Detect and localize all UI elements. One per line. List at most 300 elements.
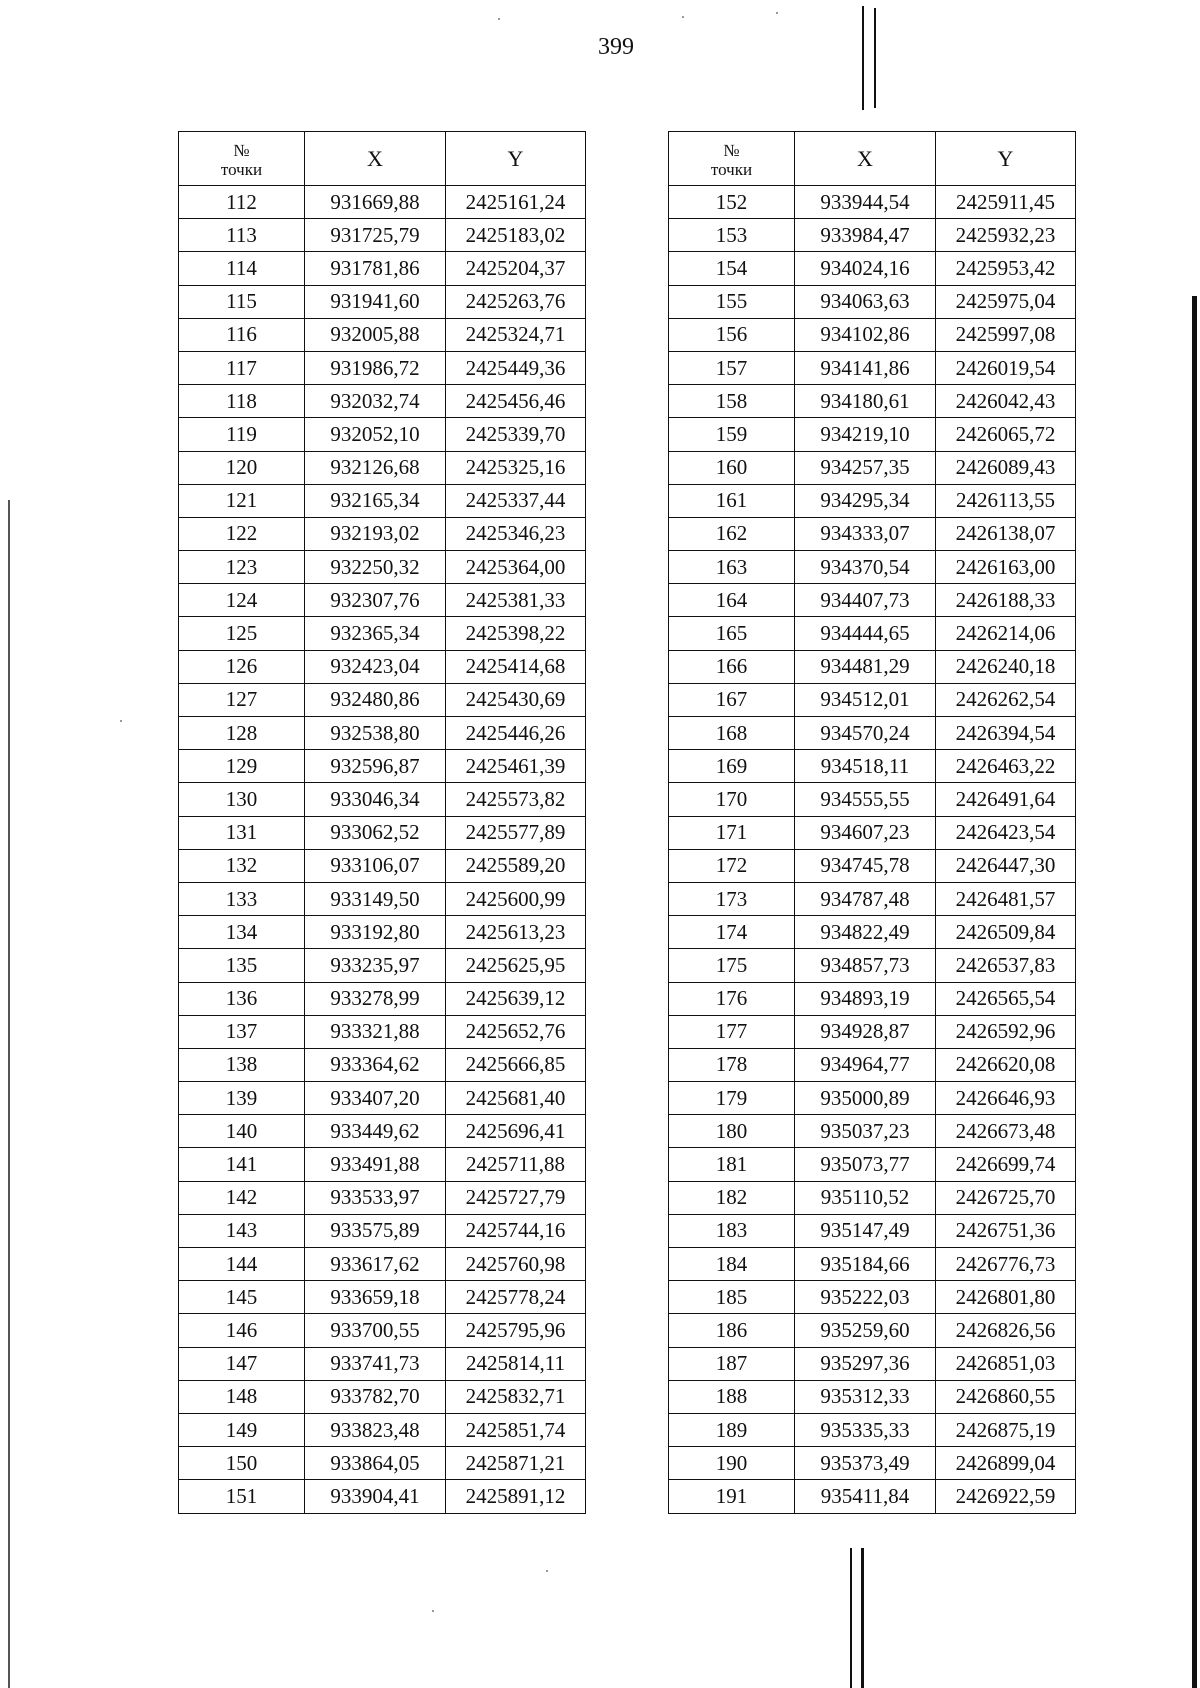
table-row — [179, 1248, 586, 1281]
y-coordinate-cell: 2425381,33 — [446, 584, 586, 617]
table-body — [669, 186, 1076, 1514]
y-coordinate-cell: 2426163,00 — [936, 551, 1076, 584]
x-coordinate-cell: 934928,87 — [795, 1015, 936, 1048]
x-coordinate-cell: 933106,07 — [305, 849, 446, 882]
x-coordinate-cell: 934607,23 — [795, 816, 936, 849]
y-coordinate-header: Y — [936, 132, 1076, 186]
x-coordinate-cell: 934481,29 — [795, 650, 936, 683]
x-coordinate-cell: 934787,48 — [795, 882, 936, 915]
table-row — [179, 1281, 586, 1314]
point-number-cell: 157 — [669, 351, 795, 384]
point-number-cell: 128 — [179, 717, 305, 750]
table-row — [669, 1413, 1076, 1446]
x-coordinate-cell: 934219,10 — [795, 418, 936, 451]
point-number-cell: 114 — [179, 252, 305, 285]
y-coordinate-cell: 2425364,00 — [446, 551, 586, 584]
point-number-cell: 132 — [179, 849, 305, 882]
y-coordinate-cell: 2425666,85 — [446, 1048, 586, 1081]
y-coordinate-cell: 2426673,48 — [936, 1115, 1076, 1148]
point-number-cell: 188 — [669, 1380, 795, 1413]
table-row — [179, 186, 586, 219]
table-row — [669, 1082, 1076, 1115]
point-number-cell: 129 — [179, 750, 305, 783]
y-coordinate-cell: 2425727,79 — [446, 1181, 586, 1214]
x-coordinate-cell: 932032,74 — [305, 385, 446, 418]
table-row — [179, 783, 586, 816]
table-row — [179, 849, 586, 882]
point-number-cell: 166 — [669, 650, 795, 683]
table-row — [179, 1480, 586, 1513]
table-row — [179, 1115, 586, 1148]
table-row — [669, 650, 1076, 683]
table-row — [179, 219, 586, 252]
x-coordinate-cell: 935037,23 — [795, 1115, 936, 1148]
table-row — [179, 418, 586, 451]
x-coordinate-cell: 933533,97 — [305, 1181, 446, 1214]
y-coordinate-cell: 2426262,54 — [936, 683, 1076, 716]
y-coordinate-cell: 2426725,70 — [936, 1181, 1076, 1214]
point-number-cell: 144 — [179, 1248, 305, 1281]
x-coordinate-cell: 935222,03 — [795, 1281, 936, 1314]
x-coordinate-cell: 932126,68 — [305, 451, 446, 484]
point-number-cell: 115 — [179, 285, 305, 318]
scan-speck — [546, 1570, 548, 1572]
x-coordinate-cell: 934257,35 — [795, 451, 936, 484]
point-number-cell: 149 — [179, 1413, 305, 1446]
y-coordinate-cell: 2425911,45 — [936, 186, 1076, 219]
point-number-cell: 150 — [179, 1447, 305, 1480]
point-number-cell: 174 — [669, 916, 795, 949]
point-number-cell: 142 — [179, 1181, 305, 1214]
y-coordinate-cell: 2425997,08 — [936, 318, 1076, 351]
table-row — [669, 1281, 1076, 1314]
y-coordinate-cell: 2426565,54 — [936, 982, 1076, 1015]
y-coordinate-cell: 2425625,95 — [446, 949, 586, 982]
y-coordinate-cell: 2426801,80 — [936, 1281, 1076, 1314]
right-edge-line — [1192, 296, 1197, 1688]
y-coordinate-cell: 2426113,55 — [936, 484, 1076, 517]
point-number-cell: 181 — [669, 1148, 795, 1181]
point-number-cell: 191 — [669, 1480, 795, 1513]
y-coordinate-cell: 2425600,99 — [446, 882, 586, 915]
table-row — [669, 1248, 1076, 1281]
y-coordinate-cell: 2425814,11 — [446, 1347, 586, 1380]
y-coordinate-cell: 2426214,06 — [936, 617, 1076, 650]
y-coordinate-cell: 2426922,59 — [936, 1480, 1076, 1513]
point-number-cell: 125 — [179, 617, 305, 650]
point-number-cell: 169 — [669, 750, 795, 783]
table-row — [669, 1347, 1076, 1380]
point-number-cell: 163 — [669, 551, 795, 584]
x-coordinate-cell: 934063,63 — [795, 285, 936, 318]
table-row — [669, 551, 1076, 584]
y-coordinate-cell: 2426875,19 — [936, 1413, 1076, 1446]
x-coordinate-cell: 932538,80 — [305, 717, 446, 750]
y-coordinate-cell: 2425696,41 — [446, 1115, 586, 1148]
x-coordinate-cell: 933782,70 — [305, 1380, 446, 1413]
x-coordinate-cell: 935073,77 — [795, 1148, 936, 1181]
y-coordinate-cell: 2426394,54 — [936, 717, 1076, 750]
point-number-cell: 172 — [669, 849, 795, 882]
table-row — [179, 617, 586, 650]
x-coordinate-cell: 935000,89 — [795, 1082, 936, 1115]
x-coordinate-cell: 933700,55 — [305, 1314, 446, 1347]
table-row — [179, 517, 586, 550]
y-coordinate-cell: 2425398,22 — [446, 617, 586, 650]
x-coordinate-cell: 933575,89 — [305, 1214, 446, 1247]
x-coordinate-cell: 934512,01 — [795, 683, 936, 716]
point-number-cell: 147 — [179, 1347, 305, 1380]
table-row — [179, 750, 586, 783]
table-row — [179, 1380, 586, 1413]
table-row — [669, 1115, 1076, 1148]
point-number-cell: 185 — [669, 1281, 795, 1314]
table-row — [669, 219, 1076, 252]
point-number-cell: 189 — [669, 1413, 795, 1446]
scan-speck — [682, 16, 684, 18]
y-coordinate-cell: 2425324,71 — [446, 318, 586, 351]
x-coordinate-cell: 931725,79 — [305, 219, 446, 252]
table-row — [179, 816, 586, 849]
point-number-cell: 162 — [669, 517, 795, 550]
table-row — [669, 318, 1076, 351]
header-num-word: точки — [710, 159, 753, 179]
x-coordinate-cell: 934333,07 — [795, 517, 936, 550]
point-number-cell: 127 — [179, 683, 305, 716]
point-number-cell: 141 — [179, 1148, 305, 1181]
point-number-cell: 173 — [669, 882, 795, 915]
y-coordinate-cell: 2425430,69 — [446, 683, 586, 716]
table-row — [179, 882, 586, 915]
left-edge-line — [8, 500, 10, 1688]
point-number-cell: 119 — [179, 418, 305, 451]
x-coordinate-cell: 934570,24 — [795, 717, 936, 750]
table-row — [179, 1148, 586, 1181]
point-number-cell: 159 — [669, 418, 795, 451]
table-row — [669, 451, 1076, 484]
point-number-cell: 161 — [669, 484, 795, 517]
y-coordinate-cell: 2425456,46 — [446, 385, 586, 418]
x-coordinate-cell: 934822,49 — [795, 916, 936, 949]
x-coordinate-cell: 933741,73 — [305, 1347, 446, 1380]
table-row — [179, 683, 586, 716]
y-coordinate-cell: 2426851,03 — [936, 1347, 1076, 1380]
x-coordinate-cell: 935335,33 — [795, 1413, 936, 1446]
x-coordinate-cell: 932250,32 — [305, 551, 446, 584]
table-row — [179, 551, 586, 584]
binding-mark-bottom-2 — [861, 1548, 864, 1688]
x-coordinate-cell: 932480,86 — [305, 683, 446, 716]
y-coordinate-cell: 2425337,44 — [446, 484, 586, 517]
y-coordinate-cell: 2425183,02 — [446, 219, 586, 252]
y-coordinate-cell: 2426019,54 — [936, 351, 1076, 384]
point-number-cell: 112 — [179, 186, 305, 219]
x-coordinate-cell: 934893,19 — [795, 982, 936, 1015]
point-number-cell: 136 — [179, 982, 305, 1015]
table-row — [179, 318, 586, 351]
y-coordinate-cell: 2425461,39 — [446, 750, 586, 783]
table-row — [669, 285, 1076, 318]
point-number-cell: 130 — [179, 783, 305, 816]
binding-mark-top — [862, 6, 864, 110]
x-coordinate-cell: 933491,88 — [305, 1148, 446, 1181]
point-number-cell: 118 — [179, 385, 305, 418]
point-number-cell: 178 — [669, 1048, 795, 1081]
table-row — [179, 1214, 586, 1247]
table-row — [669, 484, 1076, 517]
x-coordinate-cell: 932596,87 — [305, 750, 446, 783]
x-coordinate-cell: 935259,60 — [795, 1314, 936, 1347]
y-coordinate-cell: 2426240,18 — [936, 650, 1076, 683]
table-row — [179, 351, 586, 384]
table-row — [179, 717, 586, 750]
x-coordinate-cell: 932052,10 — [305, 418, 446, 451]
table-row — [669, 816, 1076, 849]
point-number-cell: 190 — [669, 1447, 795, 1480]
y-coordinate-cell: 2426592,96 — [936, 1015, 1076, 1048]
point-number-cell: 145 — [179, 1281, 305, 1314]
table-row — [179, 1447, 586, 1480]
point-number-cell: 153 — [669, 219, 795, 252]
table-row — [179, 285, 586, 318]
x-coordinate-cell: 934407,73 — [795, 584, 936, 617]
x-coordinate-cell: 933321,88 — [305, 1015, 446, 1048]
point-number-cell: 160 — [669, 451, 795, 484]
point-number-cell: 146 — [179, 1314, 305, 1347]
x-coordinate-cell: 933149,50 — [305, 882, 446, 915]
x-coordinate-cell: 933046,34 — [305, 783, 446, 816]
table-row — [669, 849, 1076, 882]
table-row — [179, 584, 586, 617]
point-number-cell: 151 — [179, 1480, 305, 1513]
table-row — [179, 1181, 586, 1214]
point-number-cell: 121 — [179, 484, 305, 517]
table-row — [179, 1048, 586, 1081]
point-number-cell: 182 — [669, 1181, 795, 1214]
scan-speck — [120, 720, 122, 722]
y-coordinate-cell: 2425325,16 — [446, 451, 586, 484]
table-header-row — [669, 132, 1076, 186]
x-coordinate-cell: 933364,62 — [305, 1048, 446, 1081]
x-coordinate-cell: 933192,80 — [305, 916, 446, 949]
table-row — [669, 750, 1076, 783]
table-row — [669, 1480, 1076, 1513]
table-body — [179, 186, 586, 1514]
x-coordinate-cell: 935184,66 — [795, 1248, 936, 1281]
table-row — [179, 916, 586, 949]
x-coordinate-cell: 934518,11 — [795, 750, 936, 783]
scan-speck — [498, 18, 500, 20]
y-coordinate-cell: 2426447,30 — [936, 849, 1076, 882]
y-coordinate-cell: 2425346,23 — [446, 517, 586, 550]
y-coordinate-cell: 2426423,54 — [936, 816, 1076, 849]
table-row — [669, 351, 1076, 384]
y-coordinate-cell: 2426646,93 — [936, 1082, 1076, 1115]
y-coordinate-cell: 2425204,37 — [446, 252, 586, 285]
y-coordinate-cell: 2425161,24 — [446, 186, 586, 219]
x-coordinate-cell: 932365,34 — [305, 617, 446, 650]
y-coordinate-cell: 2426463,22 — [936, 750, 1076, 783]
x-coordinate-cell: 931781,86 — [305, 252, 446, 285]
table-row — [179, 982, 586, 1015]
y-coordinate-cell: 2425711,88 — [446, 1148, 586, 1181]
point-number-cell: 137 — [179, 1015, 305, 1048]
x-coordinate-cell: 933864,05 — [305, 1447, 446, 1480]
table-row — [669, 252, 1076, 285]
point-number-cell: 171 — [669, 816, 795, 849]
point-number-cell: 113 — [179, 219, 305, 252]
x-coordinate-cell: 934141,86 — [795, 351, 936, 384]
table-row — [179, 484, 586, 517]
x-coordinate-cell: 933449,62 — [305, 1115, 446, 1148]
point-number-cell: 176 — [669, 982, 795, 1015]
table-row — [179, 1347, 586, 1380]
point-number-cell: 152 — [669, 186, 795, 219]
table-row — [179, 385, 586, 418]
table-row — [669, 186, 1076, 219]
point-number-cell: 175 — [669, 949, 795, 982]
x-coordinate-cell: 935110,52 — [795, 1181, 936, 1214]
header-num-symbol: № — [233, 140, 250, 160]
y-coordinate-cell: 2425639,12 — [446, 982, 586, 1015]
y-coordinate-cell: 2426509,84 — [936, 916, 1076, 949]
y-coordinate-cell: 2426089,43 — [936, 451, 1076, 484]
x-coordinate-cell: 934745,78 — [795, 849, 936, 882]
x-coordinate-cell: 932005,88 — [305, 318, 446, 351]
y-coordinate-cell: 2425613,23 — [446, 916, 586, 949]
y-coordinate-cell: 2426481,57 — [936, 882, 1076, 915]
scan-speck — [776, 12, 778, 14]
x-coordinate-cell: 934024,16 — [795, 252, 936, 285]
table-row — [179, 451, 586, 484]
point-number-cell: 164 — [669, 584, 795, 617]
x-coordinate-cell: 933062,52 — [305, 816, 446, 849]
table-row — [669, 418, 1076, 451]
table-row — [179, 1314, 586, 1347]
y-coordinate-cell: 2425932,23 — [936, 219, 1076, 252]
x-coordinate-cell: 934964,77 — [795, 1048, 936, 1081]
y-coordinate-cell: 2426138,07 — [936, 517, 1076, 550]
point-number-cell: 154 — [669, 252, 795, 285]
y-coordinate-cell: 2425446,26 — [446, 717, 586, 750]
x-coordinate-cell: 934370,54 — [795, 551, 936, 584]
y-coordinate-cell: 2426899,04 — [936, 1447, 1076, 1480]
binding-mark-top-2 — [874, 8, 876, 108]
x-coordinate-cell: 933235,97 — [305, 949, 446, 982]
point-number-cell: 187 — [669, 1347, 795, 1380]
x-coordinate-cell: 932307,76 — [305, 584, 446, 617]
y-coordinate-cell: 2425744,16 — [446, 1214, 586, 1247]
y-coordinate-cell: 2425851,74 — [446, 1413, 586, 1446]
table-row — [669, 1181, 1076, 1214]
y-coordinate-cell: 2426751,36 — [936, 1214, 1076, 1247]
y-coordinate-cell: 2425832,71 — [446, 1380, 586, 1413]
coordinates-table-right — [668, 131, 1076, 1514]
x-coordinate-cell: 932423,04 — [305, 650, 446, 683]
table-row — [669, 1015, 1076, 1048]
point-number-cell: 126 — [179, 650, 305, 683]
point-number-cell: 177 — [669, 1015, 795, 1048]
point-number-cell: 135 — [179, 949, 305, 982]
table-row — [669, 584, 1076, 617]
x-coordinate-cell: 933944,54 — [795, 186, 936, 219]
x-coordinate-header: X — [795, 132, 936, 186]
x-coordinate-cell: 934555,55 — [795, 783, 936, 816]
x-coordinate-cell: 935373,49 — [795, 1447, 936, 1480]
point-number-cell: 133 — [179, 882, 305, 915]
x-coordinate-cell: 932165,34 — [305, 484, 446, 517]
y-coordinate-cell: 2425778,24 — [446, 1281, 586, 1314]
table-row — [179, 252, 586, 285]
x-coordinate-cell: 933278,99 — [305, 982, 446, 1015]
point-number-cell: 117 — [179, 351, 305, 384]
point-number-cell: 158 — [669, 385, 795, 418]
point-number-cell: 138 — [179, 1048, 305, 1081]
y-coordinate-cell: 2425891,12 — [446, 1480, 586, 1513]
x-coordinate-cell: 935411,84 — [795, 1480, 936, 1513]
y-coordinate-cell: 2426042,43 — [936, 385, 1076, 418]
x-coordinate-cell: 934295,34 — [795, 484, 936, 517]
x-coordinate-cell: 931941,60 — [305, 285, 446, 318]
table-row — [669, 1048, 1076, 1081]
point-number-cell: 134 — [179, 916, 305, 949]
y-coordinate-header: Y — [446, 132, 586, 186]
table-row — [669, 882, 1076, 915]
x-coordinate-cell: 931986,72 — [305, 351, 446, 384]
x-coordinate-cell: 933407,20 — [305, 1082, 446, 1115]
table-row — [179, 1015, 586, 1048]
point-number-cell: 139 — [179, 1082, 305, 1115]
y-coordinate-cell: 2425975,04 — [936, 285, 1076, 318]
x-coordinate-cell: 931669,88 — [305, 186, 446, 219]
x-coordinate-cell: 934857,73 — [795, 949, 936, 982]
x-coordinate-cell: 932193,02 — [305, 517, 446, 550]
point-number-cell: 165 — [669, 617, 795, 650]
point-number-cell: 183 — [669, 1214, 795, 1247]
x-coordinate-cell: 934102,86 — [795, 318, 936, 351]
table-row — [179, 1413, 586, 1446]
point-number-cell: 156 — [669, 318, 795, 351]
scan-speck — [432, 1610, 434, 1612]
y-coordinate-cell: 2425681,40 — [446, 1082, 586, 1115]
y-coordinate-cell: 2425263,76 — [446, 285, 586, 318]
binding-mark-bottom — [850, 1548, 852, 1688]
point-number-cell: 167 — [669, 683, 795, 716]
y-coordinate-cell: 2426620,08 — [936, 1048, 1076, 1081]
x-coordinate-cell: 934180,61 — [795, 385, 936, 418]
point-number-cell: 184 — [669, 1248, 795, 1281]
y-coordinate-cell: 2426065,72 — [936, 418, 1076, 451]
table-row — [669, 1314, 1076, 1347]
header-num-word: точки — [220, 159, 263, 179]
table-row — [179, 650, 586, 683]
point-number-cell: 123 — [179, 551, 305, 584]
point-number-cell: 140 — [179, 1115, 305, 1148]
point-number-cell: 148 — [179, 1380, 305, 1413]
point-number-cell: 131 — [179, 816, 305, 849]
x-coordinate-cell: 935147,49 — [795, 1214, 936, 1247]
x-coordinate-cell: 933617,62 — [305, 1248, 446, 1281]
table-row — [669, 617, 1076, 650]
point-number-cell: 116 — [179, 318, 305, 351]
y-coordinate-cell: 2425414,68 — [446, 650, 586, 683]
point-number-header — [179, 132, 305, 186]
point-number-cell: 168 — [669, 717, 795, 750]
table-row — [669, 1380, 1076, 1413]
table-row — [669, 982, 1076, 1015]
y-coordinate-cell: 2425871,21 — [446, 1447, 586, 1480]
table-row — [669, 1447, 1076, 1480]
